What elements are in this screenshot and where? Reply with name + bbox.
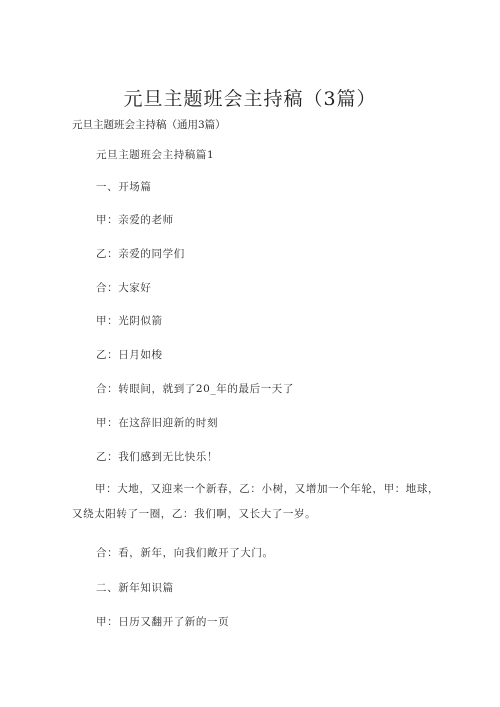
dialogue-line: 甲：在这辞旧迎新的时刻 — [96, 417, 219, 429]
dialogue-line: 合：转眼间，就到了20_年的最后一天了 — [96, 383, 295, 395]
dialogue-line: 合：看，新年，向我们敞开了大门。 — [96, 547, 274, 559]
section-heading: 一、开场篇 — [96, 181, 152, 193]
dialogue-line: 甲：光阴似箭 — [96, 315, 163, 327]
document-title: 元旦主题班会主持稿（3篇） — [123, 88, 377, 110]
dialogue-line: 乙：我们感到无比快乐！ — [96, 451, 219, 463]
section-heading: 二、新年知识篇 — [96, 582, 174, 594]
dialogue-line: 甲：亲爱的老师 — [96, 214, 174, 226]
section-heading: 元旦主题班会主持稿篇1 — [96, 149, 215, 161]
dialogue-line: 合：大家好 — [96, 282, 152, 294]
dialogue-line: 乙：日月如梭 — [96, 349, 163, 361]
dialogue-paragraph: 甲：大地，又迎来一个新春，乙：小树，又增加一个年轮，甲：地球，又绕太阳转了一圈，乙：我们啊，又长大了一岁。 — [72, 483, 440, 520]
document-subtitle: 元旦主题班会主持稿（通用3篇） — [72, 119, 226, 131]
dialogue-line: 甲：日历又翻开了新的一页 — [96, 616, 230, 628]
dialogue-line: 乙：亲爱的同学们 — [96, 248, 185, 260]
